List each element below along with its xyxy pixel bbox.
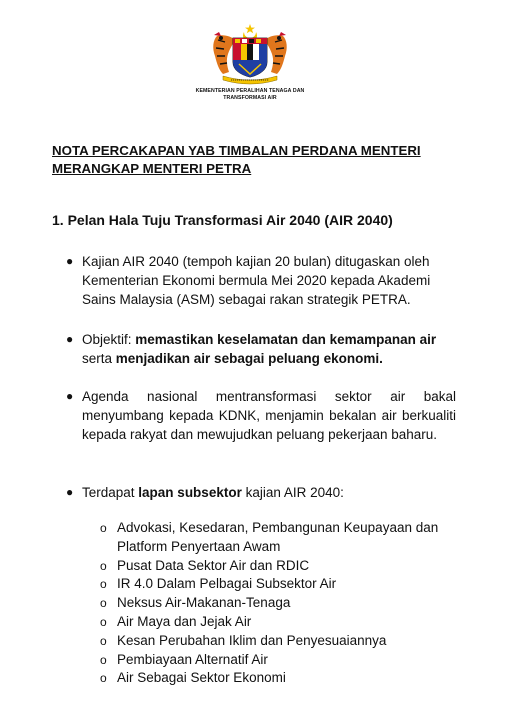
bullet-dot-icon: ● (66, 254, 74, 268)
bullet-item (66, 252, 456, 309)
circle-bullet-icon: o (100, 558, 107, 573)
ministry-name-line2: TRANSFORMASI AIR (223, 95, 277, 101)
bullet-text: Kajian AIR 2040 (tempoh kajian 20 bulan) ditugaskan oleh Kementerian Ekonomi bermula Mei 2020 kepada Akademi Sains Malaysia (ASM) sebagai rakan strategik PETRA. (82, 254, 431, 307)
circle-bullet-icon: o (100, 652, 107, 667)
circle-bullet-icon: o (100, 614, 107, 629)
circle-bullet-icon: o (100, 521, 107, 535)
subsector-label: Neksus Air-Makanan-Tenaga (117, 595, 291, 611)
bullet-text-part: Terdapat (82, 485, 139, 500)
bullet-dot-icon: ● (66, 332, 74, 346)
subsector-label: Kesan Perubahan Iklim dan Penyesuaiannya (117, 632, 387, 648)
subsector-item (100, 594, 470, 613)
subsector-list (100, 519, 470, 688)
subsector-item (100, 651, 470, 670)
coat-of-arms-emblem (209, 22, 291, 86)
bullet-text-part: Objektif: (82, 332, 136, 347)
circle-bullet-icon: o (100, 633, 107, 648)
subsector-label: Advokasi, Kesedaran, Pembangunan Keupayaan dan Platform Penyertaan Awam (117, 520, 439, 554)
subsector-item (100, 669, 470, 688)
bullet-text (82, 483, 456, 502)
subsector-item (100, 519, 470, 557)
bullet-dot-icon: ● (66, 389, 74, 403)
bullet-text-bold: menjadikan air sebagai peluang ekonomi. (115, 351, 383, 366)
bullet-text-bold: memastikan keselamatan dan kemampanan air (135, 332, 437, 347)
document-title (52, 142, 472, 178)
subsector-label: Pusat Data Sektor Air dan RDIC (117, 557, 310, 573)
subsector-label: IR 4.0 Dalam Pelbagai Subsektor Air (117, 576, 337, 592)
document-title-line1: NOTA PERCAKAPAN YAB TIMBALAN PERDANA MENTERI (52, 143, 421, 158)
bullet-item (66, 330, 456, 368)
bullet-item (66, 483, 456, 502)
bullet-text-part: serta (82, 351, 116, 366)
ministry-name-line1: KEMENTERIAN PERALIHAN TENAGA DAN (195, 88, 305, 94)
bullet-item (66, 387, 456, 444)
bullet-text-bold: lapan subsektor (138, 485, 242, 500)
section-heading: 1. Pelan Hala Tuju Transformasi Air 2040 (AIR 2040) (52, 212, 393, 228)
subsector-item (100, 613, 470, 632)
circle-bullet-icon: o (100, 671, 107, 686)
bullet-dot-icon: ● (66, 485, 74, 499)
subsector-label: Pembiayaan Alternatif Air (117, 651, 268, 667)
ministry-name (170, 88, 330, 102)
subsector-label: Air Sebagai Sektor Ekonomi (117, 670, 286, 686)
subsector-item (100, 557, 470, 576)
circle-bullet-icon: o (100, 577, 107, 592)
bullet-text-part: kajian AIR 2040: (241, 485, 344, 500)
subsector-item (100, 575, 470, 594)
subsector-label: Air Maya dan Jejak Air (117, 613, 252, 629)
bullet-text: Agenda nasional mentransformasi sektor air bakal menyumbang kepada KDNK, menjamin bekalan air berkualiti kepada rakyat dan mewujudkan peluang pekerjaan baharu. (82, 389, 456, 442)
bullet-text (82, 330, 456, 368)
document-title-line2: MERANGKAP MENTERI PETRA (52, 161, 252, 176)
circle-bullet-icon: o (100, 596, 107, 611)
subsector-item (100, 632, 470, 651)
